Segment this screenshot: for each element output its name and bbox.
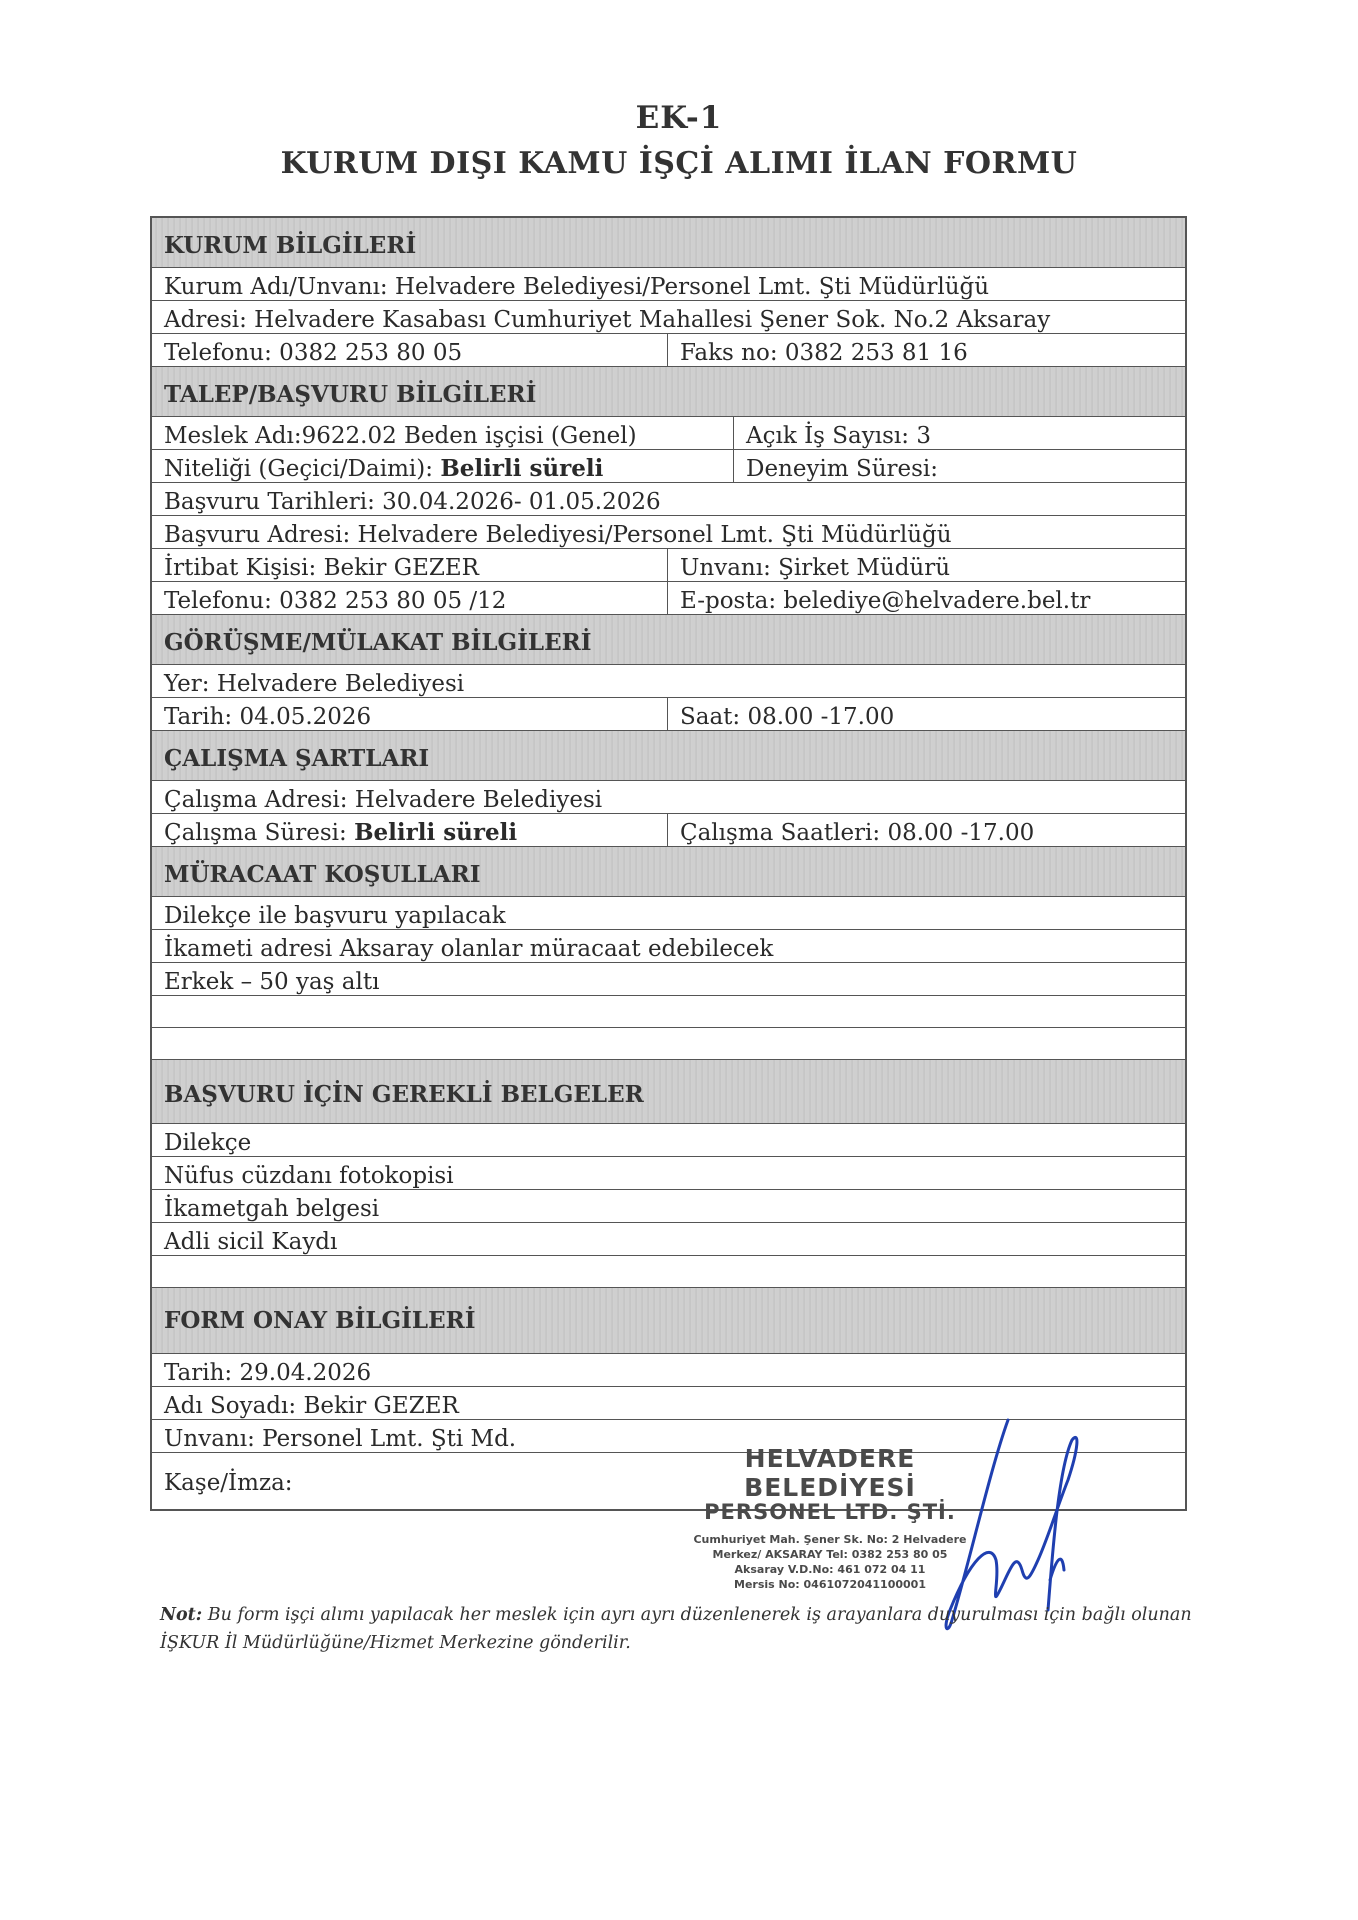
calisma-suresi-label: Çalışma Süresi:	[164, 820, 355, 846]
stamp-line: Cumhuriyet Mah. Şener Sk. No: 2 Helvadere	[693, 1533, 967, 1546]
list-item	[152, 897, 1185, 930]
section-title: BAŞVURU İÇİN GEREKLİ BELGELER	[164, 1081, 644, 1108]
onay-unvani: Unvanı: Personel Lmt. Şti Md.	[164, 1426, 517, 1452]
calisma-suresi	[152, 814, 667, 846]
stamp-line: PERSONEL LTD. ŞTİ.	[704, 1500, 956, 1524]
calisma-suresi-value: Belirli süreli	[354, 819, 518, 846]
stamp-line: Merkez/ AKSARAY Tel: 0382 253 80 05	[712, 1548, 948, 1561]
gorusme-tarih-row	[152, 698, 1185, 731]
section-title: GÖRÜŞME/MÜLAKAT BİLGİLERİ	[164, 629, 592, 656]
section-header-kurum	[152, 218, 1185, 268]
announcement-form	[150, 216, 1187, 1511]
list-item	[152, 1190, 1185, 1223]
empty-row	[152, 1028, 1185, 1060]
muracaat-kosulu: Dilekçe ile başvuru yapılacak	[164, 903, 506, 929]
meslek-adi: Meslek Adı:9622.02 Beden işçisi (Genel)	[164, 423, 637, 449]
niteligi-row	[152, 450, 1185, 483]
gorusme-yer: Yer: Helvadere Belediyesi	[164, 671, 465, 697]
list-item	[152, 1157, 1185, 1190]
section-header-muracaat	[152, 847, 1185, 897]
section-title: KURUM BİLGİLERİ	[164, 232, 417, 259]
note-text: Bu form işçi alımı yapılacak her meslek için ayrı ayrı düzenlenerek iş arayanlara duyurulması için bağlı olunan İŞKUR İl Müdürlüğüne/Hizmet Merkezine gönderilir.	[160, 1605, 1192, 1653]
gorusme-yer-row	[152, 665, 1185, 698]
irtibat-kisisi: İrtibat Kişisi: Bekir GEZER	[164, 555, 479, 581]
stamp-line: Mersis No: 0461072041100001	[734, 1578, 926, 1591]
kurum-adres-row	[152, 301, 1185, 334]
niteligi-label: Niteliği (Geçici/Daimi):	[164, 456, 441, 482]
section-header-gorusme	[152, 615, 1185, 665]
note-label: Not:	[160, 1605, 203, 1625]
stamp-line: Aksaray V.D.No: 461 072 04 11	[734, 1563, 926, 1576]
kurum-telefon: Telefonu: 0382 253 80 05	[164, 340, 463, 366]
gerekli-belge: Adli sicil Kaydı	[164, 1229, 338, 1255]
kurum-iletisim-row	[152, 334, 1185, 367]
onay-tarih-row	[152, 1354, 1185, 1387]
basvuru-adresi: Başvuru Adresi: Helvadere Belediyesi/Personel Lmt. Şti Müdürlüğü	[164, 522, 952, 548]
talep-eposta: E-posta: belediye@helvadere.bel.tr	[667, 582, 1185, 614]
gerekli-belge: Dilekçe	[164, 1130, 252, 1156]
gerekli-belge: Nüfus cüzdanı fotokopisi	[164, 1163, 454, 1189]
onay-adi-soyadi: Adı Soyadı: Bekir GEZER	[164, 1393, 459, 1419]
gorusme-tarih: Tarih: 04.05.2026	[164, 704, 372, 730]
deneyim-suresi: Deneyim Süresi:	[733, 450, 1185, 482]
list-item	[152, 930, 1185, 963]
form-code: EK-1	[635, 100, 723, 136]
irtibat-row	[152, 549, 1185, 582]
section-title: TALEP/BAŞVURU BİLGİLERİ	[164, 381, 537, 408]
irtibat-unvani: Unvanı: Şirket Müdürü	[667, 549, 1185, 581]
calisma-saatleri: Çalışma Saatleri: 08.00 -17.00	[667, 814, 1185, 846]
list-item	[152, 963, 1185, 996]
section-header-calisma	[152, 731, 1185, 781]
niteligi-value: Belirli süreli	[440, 455, 604, 482]
section-header-belgeler	[152, 1060, 1185, 1124]
section-title: ÇALIŞMA ŞARTLARI	[164, 745, 430, 772]
list-item	[152, 1223, 1185, 1256]
list-item	[152, 1124, 1185, 1157]
kurum-faks: Faks no: 0382 253 81 16	[667, 334, 1185, 366]
calisma-sure-row	[152, 814, 1185, 847]
onay-tarih: Tarih: 29.04.2026	[164, 1360, 372, 1386]
basvuru-tarihleri: Başvuru Tarihleri: 30.04.2026- 01.05.2026	[164, 489, 661, 515]
section-header-onay	[152, 1288, 1185, 1354]
talep-iletisim-row	[152, 582, 1185, 615]
basvuru-adresi-row	[152, 516, 1185, 549]
calisma-adresi: Çalışma Adresi: Helvadere Belediyesi	[164, 787, 603, 813]
kurum-adres: Adresi: Helvadere Kasabası Cumhuriyet Mahallesi Şener Sok. No.2 Aksaray	[164, 307, 1051, 333]
talep-telefon: Telefonu: 0382 253 80 05 /12	[164, 588, 507, 614]
empty-row	[152, 996, 1185, 1028]
gorusme-saat: Saat: 08.00 -17.00	[667, 698, 1185, 730]
form-title: KURUM DIŞI KAMU İŞÇİ ALIMI İLAN FORMU	[280, 146, 1078, 181]
muracaat-kosulu: İkameti adresi Aksaray olanlar müracaat edebilecek	[164, 936, 774, 962]
kurum-adi-row	[152, 268, 1185, 301]
section-title: FORM ONAY BİLGİLERİ	[164, 1307, 476, 1334]
footer-note	[160, 1601, 1210, 1657]
kurum-adi: Kurum Adı/Unvanı: Helvadere Belediyesi/Personel Lmt. Şti Müdürlüğü	[164, 274, 990, 300]
gerekli-belge: İkametgah belgesi	[164, 1196, 380, 1222]
acik-is-sayisi: Açık İş Sayısı: 3	[733, 417, 1185, 449]
calisma-adres-row	[152, 781, 1185, 814]
kase-imza-label: Kaşe/İmza:	[164, 1470, 293, 1496]
section-title: MÜRACAAT KOŞULLARI	[164, 861, 481, 888]
muracaat-kosulu: Erkek – 50 yaş altı	[164, 969, 380, 995]
empty-row	[152, 1256, 1185, 1288]
basvuru-tarihleri-row	[152, 483, 1185, 516]
niteligi	[152, 450, 733, 482]
meslek-row	[152, 417, 1185, 450]
section-header-talep	[152, 367, 1185, 417]
stamp-line: HELVADERE BELEDİYESİ	[744, 1444, 916, 1502]
